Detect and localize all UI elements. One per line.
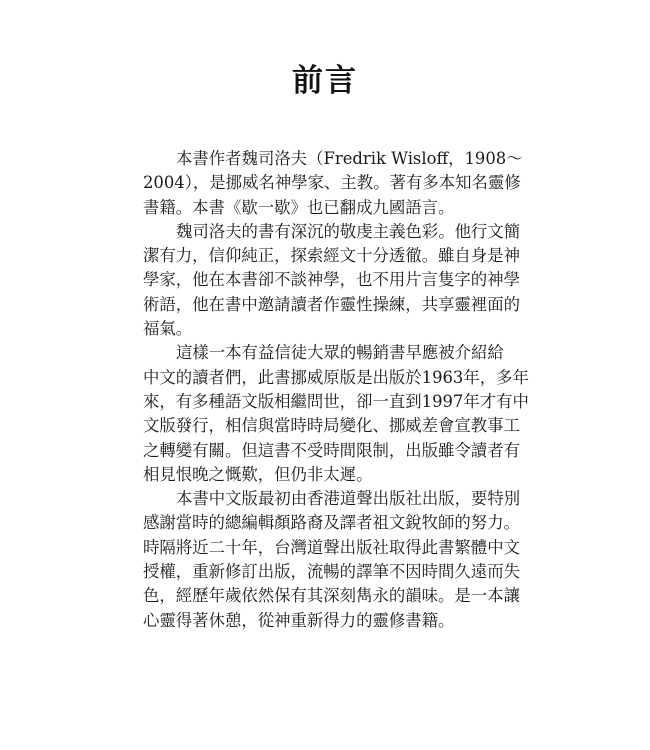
text-line: 本書中文版最初由香港道聲出版社出版，要特別 — [176, 489, 521, 509]
text-line: 文版發行，相信與當時時局變化、挪威差會宣教事工 — [143, 416, 520, 436]
text-line: 之轉變有關。但這書不受時間限制，出版雖令讀者有 — [143, 440, 520, 460]
text-line: 潔有力，信仰純正，探索經文十分透徹。雖自身是神 — [143, 246, 520, 266]
text-line: 感謝當時的總編輯顏路裔及譯者祖文銳牧師的努力。 — [143, 513, 520, 533]
text-line: 授權，重新修訂出版，流暢的譯筆不因時間久遠而失 — [143, 562, 520, 582]
text-line: 學家，他在本書卻不談神學，也不用片言隻字的神學 — [143, 270, 520, 290]
text-line: 2004），是挪威名神學家、主教。著有多本知名靈修 — [143, 173, 521, 193]
text-line: 福氣。 — [143, 319, 193, 339]
text-line: 來，有多種語文版相繼問世，卻一直到1997年才有中 — [143, 391, 529, 411]
text-line: 相見恨晚之慨歎，但仍非太遲。 — [143, 464, 373, 484]
text-line: 色，經歷年歲依然保有其深刻雋永的韻味。是一本讓 — [143, 586, 520, 606]
text-line: 本書作者魏司洛夫（Fredrik Wisloff，1908～ — [176, 149, 523, 168]
text-line: 中文的讀者們，此書挪威原版是出版於1963年，多年 — [143, 367, 529, 387]
preface-body — [143, 147, 529, 633]
text-line: 時隔將近二十年，台灣道聲出版社取得此書繁體中文 — [143, 537, 520, 557]
text-line: 書籍。本書《歇一歇》也已翻成九國語言。 — [143, 197, 455, 217]
text-line: 心靈得著休憩，從神重新得力的靈修書籍。 — [143, 610, 455, 630]
paragraph-2 — [143, 220, 521, 341]
page-title: 前言 — [292, 63, 358, 99]
paragraph-3 — [143, 341, 529, 487]
text-line: 這樣一本有益信徒大眾的暢銷書早應被介紹給 — [176, 343, 504, 363]
paragraph-4 — [143, 487, 521, 633]
text-line: 魏司洛夫的書有深沉的敬虔主義色彩。他行文簡 — [176, 221, 521, 241]
paragraph-1 — [143, 147, 523, 220]
text-line: 術語，他在書中邀請讀者作靈性操練，共享靈裡面的 — [143, 294, 520, 314]
